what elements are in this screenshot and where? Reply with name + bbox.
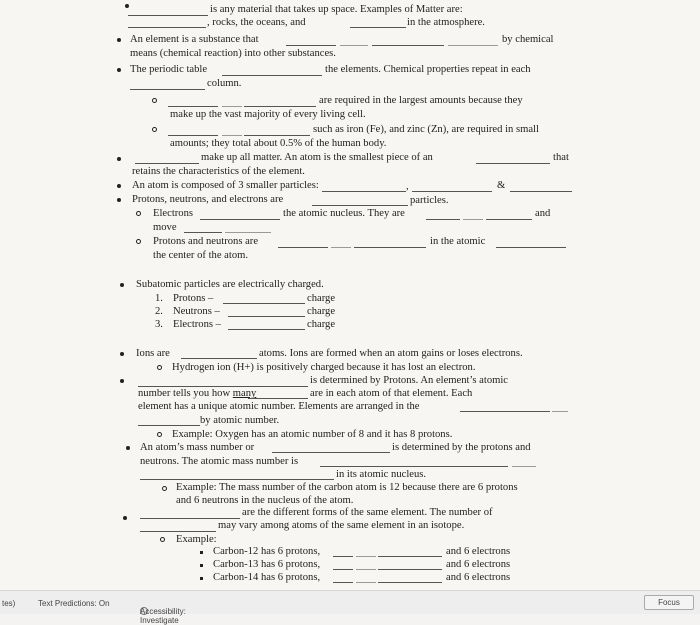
text-line: Neutrons –	[173, 306, 220, 317]
blank-line[interactable]	[128, 27, 206, 28]
text-line: An atom’s mass number or	[140, 442, 255, 453]
blank-line[interactable]	[140, 531, 216, 532]
blank-line[interactable]	[286, 45, 336, 46]
text-line: in its atomic nucleus.	[336, 469, 427, 480]
blank-line[interactable]	[184, 232, 222, 233]
text-line: the elements. Chemical properties repeat in each	[325, 64, 531, 75]
sub-bullet	[162, 486, 167, 491]
text-line: move	[153, 222, 177, 233]
blank-line[interactable]	[356, 582, 376, 583]
blank-line[interactable]	[448, 45, 498, 46]
text-line: retains the characteristics of the element.	[132, 166, 305, 177]
text-line: by chemical	[502, 34, 554, 45]
text-line: by atomic number.	[200, 415, 280, 426]
text-line: amounts; they total about 0.5% of the human body.	[170, 138, 387, 149]
text-line: Carbon-13 has 6 protons,	[213, 559, 321, 570]
bullet	[117, 198, 121, 202]
text-line: Electrons –	[173, 319, 221, 330]
bullet	[117, 157, 121, 161]
blank-line[interactable]	[412, 191, 492, 192]
blank-line[interactable]	[510, 191, 572, 192]
blank-line[interactable]	[140, 518, 240, 519]
text-line: Protons, neutrons, and electrons are	[132, 194, 284, 205]
blank-line[interactable]	[248, 398, 308, 399]
text-line: is any material that takes up space. Examples of Matter are:	[210, 4, 463, 15]
blank-line[interactable]	[138, 425, 200, 426]
blank-line[interactable]	[340, 45, 368, 46]
text-line: column.	[207, 78, 242, 89]
blank-line[interactable]	[333, 556, 353, 557]
blank-line[interactable]	[222, 135, 242, 136]
text-line: such as iron (Fe), and zinc (Zn), are required in small	[313, 124, 539, 135]
sub-bullet	[160, 537, 165, 542]
blank-line[interactable]	[356, 569, 376, 570]
text-line: make up all matter. An atom is the smallest piece of an	[201, 152, 433, 163]
text-line: Carbon-12 has 6 protons,	[213, 546, 321, 557]
sub-bullet	[152, 127, 157, 132]
bullet	[123, 516, 127, 520]
text-line: means (chemical reaction) into other substances.	[130, 48, 336, 59]
text-line: and 6 electrons	[446, 546, 511, 557]
text-line: in the atomic	[430, 236, 486, 247]
blank-line[interactable]	[460, 411, 550, 412]
text-line: , rocks, the oceans, and	[207, 17, 306, 28]
blank-line[interactable]	[312, 205, 408, 206]
text-line: element has a unique atomic number. Elements are arranged in the	[138, 401, 420, 412]
blank-line[interactable]	[244, 135, 310, 136]
text-line: ,	[406, 181, 409, 192]
text-line: make up the vast majority of every living cell.	[170, 109, 366, 120]
text-line: neutrons. The atomic mass number is	[140, 456, 299, 467]
blank-line[interactable]	[168, 135, 218, 136]
text-line: Protons –	[173, 293, 214, 304]
blank-line[interactable]	[356, 556, 376, 557]
text-line: and 6 neutrons in the nucleus of the atom.	[176, 495, 354, 506]
focus-button[interactable]: Focus	[644, 595, 694, 610]
blank-line[interactable]	[378, 569, 442, 570]
text-line: atoms. Ions are formed when an atom gains or loses electrons.	[259, 348, 523, 359]
text-line: are the different forms of the same element. The number of	[242, 507, 493, 518]
text-line: The periodic table	[130, 64, 208, 75]
blank-line[interactable]	[128, 15, 208, 16]
blank-line[interactable]	[222, 75, 322, 76]
square-bullet	[200, 551, 203, 554]
text-line: Hydrogen ion (H+) is positively charged because it has lost an electron.	[172, 362, 476, 373]
text-line: and 6 electrons	[446, 572, 511, 583]
blank-line[interactable]	[200, 219, 280, 220]
text-line: is determined by Protons. An element’s atomic	[310, 375, 509, 386]
bullet	[117, 184, 121, 188]
text-line: particles.	[410, 195, 449, 206]
text-line: is determined by the protons and	[392, 442, 531, 453]
blank-line[interactable]	[140, 479, 334, 480]
sub-bullet	[157, 432, 162, 437]
text-line: Example: The mass number of the carbon atom is 12 because there are 6 protons	[176, 482, 518, 493]
text-line: the atomic nucleus. They are	[283, 208, 405, 219]
text-line: Protons and neutrons are	[153, 236, 259, 247]
sub-bullet	[157, 365, 162, 370]
blank-line[interactable]	[225, 232, 271, 233]
blank-line[interactable]	[378, 556, 442, 557]
sub-bullet	[152, 98, 157, 103]
bullet	[120, 283, 124, 287]
text-line: and	[535, 208, 551, 219]
bullet	[120, 352, 124, 356]
blank-line[interactable]	[333, 569, 353, 570]
blank-line[interactable]	[278, 247, 328, 248]
status-truncated-label: tes)	[2, 599, 16, 608]
blank-line[interactable]	[476, 163, 550, 164]
text-line: charge	[307, 293, 336, 304]
blank-line[interactable]	[181, 358, 257, 359]
blank-line[interactable]	[354, 247, 426, 248]
blank-line[interactable]	[350, 27, 406, 28]
blank-line[interactable]	[463, 219, 483, 220]
text-line: Ions are	[136, 348, 170, 359]
bullet	[117, 38, 121, 42]
text-line: An element is a substance that	[130, 34, 259, 45]
text-line: Carbon-14 has 6 protons,	[213, 572, 321, 583]
blank-line[interactable]	[372, 45, 444, 46]
text-line: the center of the atom.	[153, 250, 249, 261]
text-line: An atom is composed of 3 smaller particles:	[132, 180, 319, 191]
blank-line[interactable]	[320, 466, 508, 467]
blank-line[interactable]	[378, 582, 442, 583]
bullet	[126, 446, 130, 450]
blank-line[interactable]	[168, 106, 218, 107]
blank-line[interactable]	[244, 106, 316, 107]
sub-bullet	[136, 211, 141, 216]
blank-line[interactable]	[228, 329, 305, 330]
text-line: charge	[307, 319, 336, 330]
square-bullet	[200, 577, 203, 580]
text-line: that	[553, 152, 569, 163]
blank-line[interactable]	[552, 411, 568, 412]
blank-line[interactable]	[130, 89, 205, 90]
blank-line[interactable]	[223, 303, 305, 304]
text-line: Subatomic particles are electrically charged.	[136, 279, 324, 290]
sub-bullet	[136, 239, 141, 244]
blank-line[interactable]	[228, 316, 305, 317]
text-line: Example: Oxygen has an atomic number of 8 and it has 8 protons.	[172, 429, 453, 440]
blank-line[interactable]	[512, 466, 536, 467]
blank-line[interactable]	[333, 582, 353, 583]
list-number: 1.	[155, 293, 163, 304]
blank-line[interactable]	[135, 163, 199, 164]
blank-line[interactable]	[222, 106, 242, 107]
blank-line[interactable]	[322, 191, 406, 192]
blank-line[interactable]	[486, 219, 532, 220]
text-predictions-status[interactable]: Text Predictions: On	[38, 599, 110, 608]
square-bullet	[200, 564, 203, 567]
bullet	[125, 4, 129, 8]
text-line: Electrons	[153, 208, 194, 219]
blank-line[interactable]	[496, 247, 566, 248]
text-line: are in each atom of that element. Each	[310, 388, 473, 399]
text-line: Example:	[176, 534, 217, 545]
text-line: in the atmosphere.	[407, 17, 485, 28]
text-line: charge	[307, 306, 336, 317]
text-line: and 6 electrons	[446, 559, 511, 570]
text-line: &	[497, 180, 506, 191]
list-number: 3.	[155, 319, 163, 330]
blank-line[interactable]	[138, 386, 308, 387]
bullet	[117, 68, 121, 72]
text-line: may vary among atoms of the same element in an isotope.	[218, 520, 465, 531]
blank-line[interactable]	[272, 452, 390, 453]
list-number: 2.	[155, 306, 163, 317]
text-line: number tells you how many	[138, 388, 257, 399]
text-line: are required in the largest amounts because they	[319, 95, 523, 106]
blank-line[interactable]	[331, 247, 351, 248]
bullet	[120, 379, 124, 383]
blank-line[interactable]	[426, 219, 460, 220]
status-bar: tes) Text Predictions: On Accessibility: Investigate Focus	[0, 590, 700, 614]
